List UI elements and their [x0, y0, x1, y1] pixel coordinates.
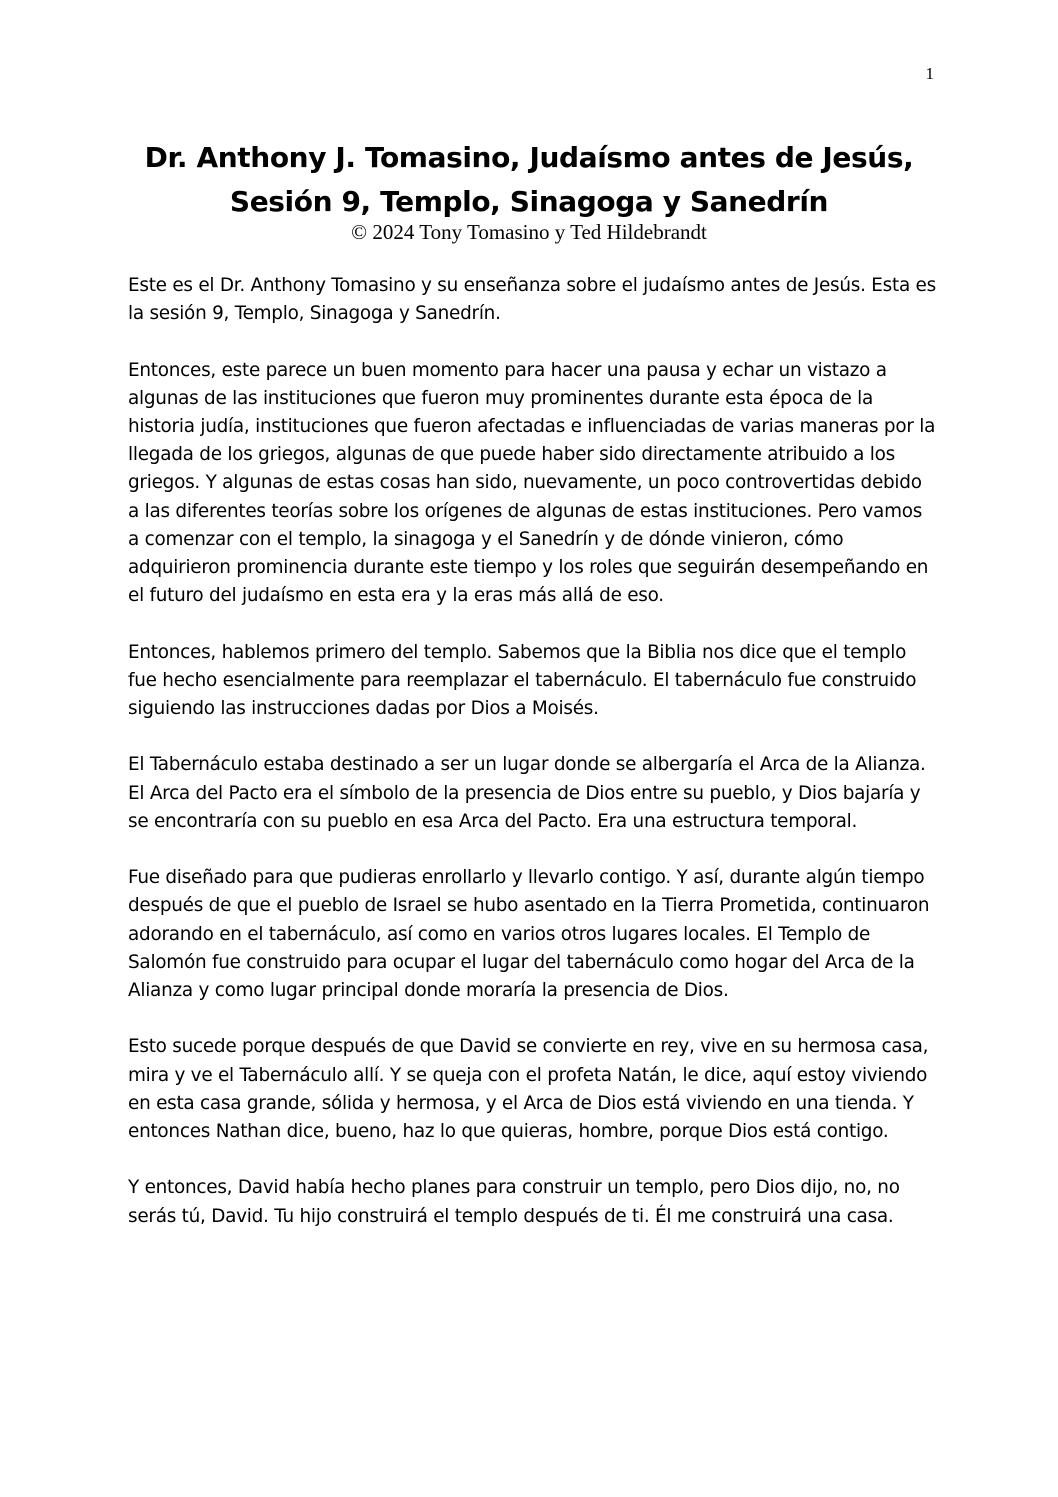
paragraph-portable: Fue diseñado para que pudieras enrollarlo y llevarlo contigo. Y así, durante algún tiempo después de que el pueblo de Israel se hubo asentado en la Tierra Prometida, continuaron adorando en el tabernáculo, así como en varios otros lugares locales. El Templo de Salomón fue construido para ocupar el lugar del tabernáculo como hogar del Arca de la Alianza y como lugar principal donde moraría la presencia de Dios.	[128, 867, 930, 1002]
paragraph-david: Esto sucede porque después de que David se convierte en rey, vive en su hermosa casa, mira y ve el Tabernáculo allí. Y se queja con el profeta Natán, le dice, aquí estoy viviendo en esta casa grande, sólida y hermosa, y el Arca de Dios está viviendo en una tienda. Y entonces Nathan dice, bueno, haz lo que quieras, hombre, porque Dios está contigo.	[128, 1036, 929, 1143]
paragraph-temple: Entonces, hablemos primero del templo. Sabemos que la Biblia nos dice que el templo fue hecho esencialmente para reemplazar el tabernáculo. El tabernáculo fue construido siguiendo las instrucciones dadas por Dios a Moisés.	[128, 641, 917, 720]
title-line-1: Dr. Anthony J. Tomasino, Judaísmo antes de Jesús,	[144, 141, 914, 174]
paragraph-plans: Y entonces, David había hecho planes para construir un templo, pero Dios dijo, no, no serás tú, David. Tu hijo construirá el templo después de ti. Él me construirá una casa.	[128, 1177, 900, 1227]
document-body	[128, 272, 938, 1259]
copyright-line: © 2024 Tony Tomasino y Ted Hildebrandt	[351, 220, 707, 244]
document-title	[100, 136, 958, 224]
title-line-2: Sesión 9, Templo, Sinagoga y Sanedrín	[229, 185, 829, 218]
paragraph-intro: Este es el Dr. Anthony Tomasino y su enseñanza sobre el judaísmo antes de Jesús. Esta es la sesión 9, Templo, Sinagoga y Sanedrín.	[128, 275, 936, 325]
paragraph-institutions: Entonces, este parece un buen momento para hacer una pausa y echar un vistazo a algunas de las instituciones que fueron muy prominentes durante esta época de la historia judía, instituciones que fueron afectadas e influenciadas de varias maneras por la llegada de los griegos, algunas de que puede haber sido directamente atribuido a los griegos. Y algunas de estas cosas han sido, nuevamente, un poco controvertidas debido a las diferentes teorías sobre los orígenes de algunas de estas instituciones. Pero vamos a comenzar con el templo, la sinagoga y el Sanedrín y de dónde vinieron, cómo adquirieron prominencia durante este tiempo y los roles que seguirán desempeñando en el futuro del judaísmo en esta era y la eras más allá de eso.	[128, 359, 936, 607]
page-number: 1	[925, 64, 934, 83]
paragraph-tabernacle: El Tabernáculo estaba destinado a ser un lugar donde se albergaría el Arca de la Alianza. El Arca del Pacto era el símbolo de la presencia de Dios entre su pueblo, y Dios bajaría y se encontraría con su pueblo en esa Arca del Pacto. Era una estructura temporal.	[128, 754, 926, 832]
